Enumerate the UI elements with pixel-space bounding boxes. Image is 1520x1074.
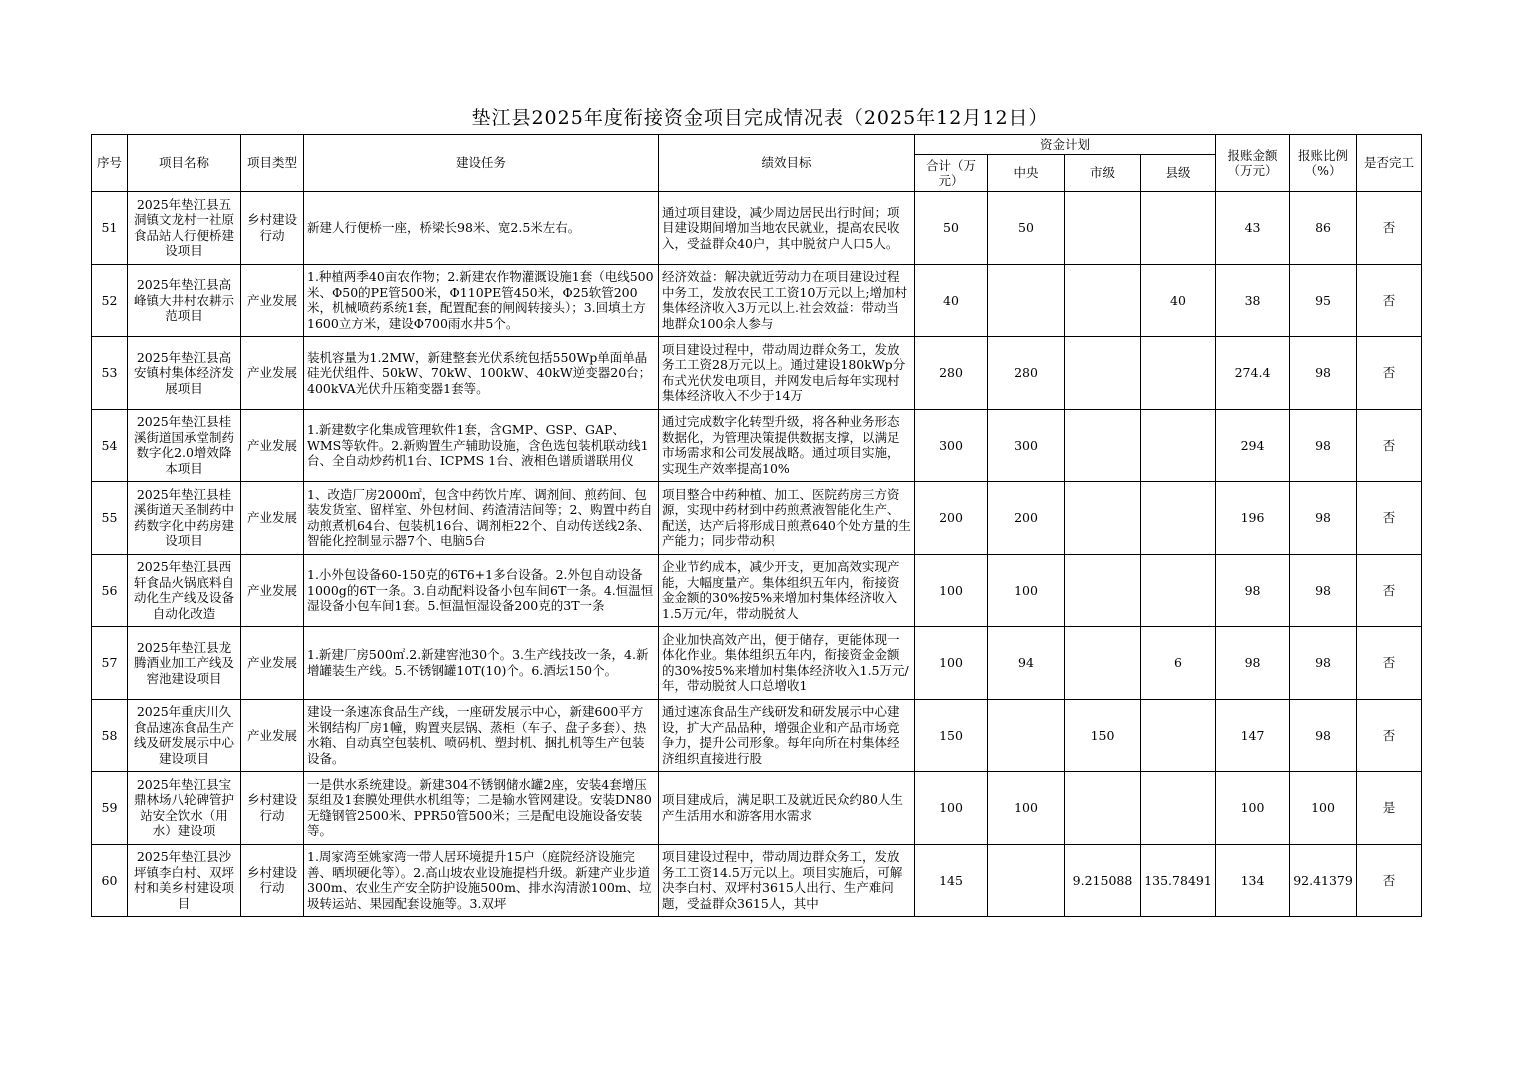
cell-county [1141, 337, 1216, 410]
cell-goal [659, 337, 915, 410]
cell-task [304, 627, 659, 700]
cell-text: 项目建成后，满足职工及就近民众约80人生产生活用水和游客用水需求 [662, 792, 903, 823]
cell-ratio: 98 [1290, 554, 1357, 627]
cell-text: 1.种植两季40亩农作物；2.新建农作物灌溉设施1套（电线500米、Φ50的PE管500米，Φ110PE管450米，Φ25软管200米，机械喷药系统1套，配置配套的闸阀转接头）；3.回填土方1600立方米，建设Φ700雨水井5个。 [307, 269, 654, 331]
cell-city [1065, 264, 1141, 337]
cell-total: 40 [915, 264, 988, 337]
cell-type [241, 844, 304, 917]
cell-central: 280 [988, 337, 1065, 410]
header-name: 项目名称 [128, 135, 241, 192]
cell-text: 2025年垫江县桂溪街道天圣制药中药数字化中药房建设项目 [133, 486, 234, 549]
table-row [92, 844, 1422, 917]
cell-ratio: 98 [1290, 482, 1357, 555]
cell-name [128, 482, 241, 555]
cell-goal [659, 482, 915, 555]
cell-task [304, 264, 659, 337]
header-city: 市级 [1065, 155, 1141, 192]
header-reimb-ratio: 报账比例（%） [1290, 135, 1357, 192]
cell-done: 是 [1357, 772, 1422, 845]
cell-goal [659, 699, 915, 772]
cell-total: 50 [915, 192, 988, 265]
header-type: 项目类型 [241, 135, 304, 192]
cell-city [1065, 482, 1141, 555]
cell-text: 企业节约成本，减少开支，更加高效实现产能，大幅度量产。集体组织五年内，衔接资金金额的30%按5%来增加村集体经济收入1.5万元/年，带动脱贫人 [662, 559, 900, 621]
table-row [92, 337, 1422, 410]
table-row [92, 699, 1422, 772]
cell-type [241, 699, 304, 772]
cell-type [241, 627, 304, 700]
table-row [92, 554, 1422, 627]
cell-ratio: 98 [1290, 409, 1357, 482]
cell-text: 乡村建设行动 [246, 792, 297, 823]
cell-total: 200 [915, 482, 988, 555]
cell-task [304, 409, 659, 482]
cell-ratio: 98 [1290, 627, 1357, 700]
cell-ratio: 86 [1290, 192, 1357, 265]
cell-name [128, 554, 241, 627]
cell-text: 经济效益：解决就近劳动力在项目建设过程中务工，发放农民工工资10万元以上;增加村集体经济收入3万元以上.社会效益：带动当地群众100余人参与 [662, 269, 908, 331]
cell-task [304, 699, 659, 772]
page-title: 垫江县2025年度衔接资金项目完成情况表（2025年12月12日） [471, 107, 1049, 129]
cell-total: 145 [915, 844, 988, 917]
cell-city [1065, 192, 1141, 265]
cell-text: 2025年垫江县宝鼎林场八轮碑管护站安全饮水（用水）建设项 [133, 776, 234, 839]
cell-total: 100 [915, 627, 988, 700]
cell-text: 2025年垫江县龙腾酒业加工产线及窖池建设项目 [133, 639, 234, 686]
cell-seq: 57 [92, 627, 128, 700]
cell-done: 否 [1357, 409, 1422, 482]
cell-ratio: 95 [1290, 264, 1357, 337]
cell-done: 否 [1357, 482, 1422, 555]
cell-name [128, 772, 241, 845]
cell-central: 300 [988, 409, 1065, 482]
cell-goal [659, 554, 915, 627]
cell-text: 产业发展 [246, 292, 297, 308]
cell-seq: 53 [92, 337, 128, 410]
cell-name [128, 192, 241, 265]
cell-text: 2025年垫江县高峰镇大井村农耕示范项目 [133, 277, 234, 323]
cell-task [304, 482, 659, 555]
cell-total: 150 [915, 699, 988, 772]
cell-type [241, 409, 304, 482]
cell-text: 2025年重庆川久食品速冻食品生产线及研发展示中心建设项目 [133, 704, 234, 766]
cell-text: 产业发展 [246, 655, 297, 670]
cell-city [1065, 627, 1141, 700]
header-goal: 绩效目标 [659, 135, 915, 192]
cell-name [128, 409, 241, 482]
cell-central: 50 [988, 192, 1065, 265]
cell-text: 产业发展 [246, 582, 297, 598]
cell-amount: 147 [1216, 699, 1290, 772]
cell-central [988, 264, 1065, 337]
cell-central [988, 699, 1065, 772]
cell-text: 1.新建厂房500㎡.2.新建窖池30个。3.生产线技改一条，4.新增罐装生产线。5.不锈钢罐10T(10)个。6.酒坛150个。 [307, 647, 649, 678]
header-task: 建设任务 [304, 135, 659, 192]
cell-text: 产业发展 [246, 365, 297, 380]
cell-task [304, 337, 659, 410]
cell-seq: 60 [92, 844, 128, 917]
header-fund-plan: 资金计划 [915, 135, 1216, 155]
cell-total: 100 [915, 554, 988, 627]
header-done: 是否完工 [1357, 135, 1422, 192]
cell-type [241, 554, 304, 627]
cell-seq: 52 [92, 264, 128, 337]
cell-name [128, 627, 241, 700]
cell-text: 产业发展 [246, 727, 297, 743]
cell-amount: 98 [1216, 554, 1290, 627]
table-row [92, 482, 1422, 555]
cell-text: 通过完成数字化转型升级，将各种业务形态数据化，为管理决策提供数据支撑，以满足市场需求和公司发展战略。通过项目实施，实现生产效率提高10% [662, 414, 900, 476]
cell-central: 94 [988, 627, 1065, 700]
cell-type [241, 482, 304, 555]
cell-text: 乡村建设行动 [246, 212, 297, 243]
header-seq: 序号 [92, 135, 128, 192]
cell-text: 2025年垫江县高安镇村集体经济发展项目 [133, 349, 234, 396]
cell-task [304, 772, 659, 845]
cell-goal [659, 772, 915, 845]
cell-text: 1.周家湾至姚家湾一带人居环境提升15户（庭院经济设施完善、晒坝硬化等）。2.高山坡农业设施提档升级。新建产业步道300m、农业生产安全防护设施500m、排水沟清淤100m、垃圾转运站、果园配套设施等。3.双坪 [307, 849, 652, 911]
cell-city [1065, 409, 1141, 482]
cell-ratio: 98 [1290, 699, 1357, 772]
cell-text: 装机容量为1.2MW，新建整套光伏系统包括550Wp单面单晶硅光伏组件、50kW、70kW、100kW、40kW逆变器20台；400kVA光伏升压箱变器1套等。 [307, 349, 652, 396]
cell-task [304, 554, 659, 627]
table-row [92, 264, 1422, 337]
cell-county: 6 [1141, 627, 1216, 700]
cell-type [241, 264, 304, 337]
cell-type [241, 192, 304, 265]
cell-central: 100 [988, 554, 1065, 627]
cell-text: 通过项目建设，减少周边居民出行时间；项目建设期间增加当地农民就业，提高农民收入，受益群众40户，其中脱贫户人口5人。 [662, 204, 900, 251]
cell-text: 乡村建设行动 [246, 864, 297, 896]
cell-text: 2025年垫江县西轩食品火锅底料自动化生产线及设备自动化改造 [133, 559, 234, 621]
cell-task [304, 844, 659, 917]
cell-seq: 54 [92, 409, 128, 482]
cell-county: 40 [1141, 264, 1216, 337]
cell-text: 项目建设过程中，带动周边群众务工，发放务工工资28万元以上。通过建设180kWp分布式光伏发电项目，并网发电后每年实现村集体经济收入不少于14万 [662, 341, 906, 404]
cell-total: 300 [915, 409, 988, 482]
cell-county [1141, 699, 1216, 772]
cell-done: 否 [1357, 554, 1422, 627]
cell-amount: 134 [1216, 844, 1290, 917]
cell-text: 新建人行便桥一座，桥梁长98米、宽2.5米左右。 [307, 220, 581, 235]
cell-seq: 51 [92, 192, 128, 265]
cell-central: 100 [988, 772, 1065, 845]
cell-county [1141, 554, 1216, 627]
cell-amount: 43 [1216, 192, 1290, 265]
cell-goal [659, 192, 915, 265]
cell-amount: 196 [1216, 482, 1290, 555]
cell-city: 150 [1065, 699, 1141, 772]
cell-text: 1.新建数字化集成管理软件1套，含GMP、GSP、GAP、WMS等软件。2.新购置生产辅助设施，含色选包装机联动线1台、全自动炒药机1台、ICPMS 1台、液相色谱质谱联用仪 [307, 422, 649, 468]
cell-seq: 59 [92, 772, 128, 845]
header-total: 合计（万元） [915, 155, 988, 192]
cell-city [1065, 772, 1141, 845]
cell-total: 280 [915, 337, 988, 410]
cell-text: 项目整合中药种植、加工、医院药房三方资源，实现中药材到中药煎煮液智能化生产、配送，达产后将形成日煎煮640个处方量的生产能力；同步带动积 [662, 486, 911, 549]
cell-text: 建设一条速冻食品生产线，一座研发展示中心，新建600平方米钢结构厂房1幢，购置夹层锅、蒸柜（车子、盘子多套）、热水箱、自动真空包装机、喷码机、塑封机、捆扎机等生产包装设备。 [307, 704, 647, 766]
cell-amount: 294 [1216, 409, 1290, 482]
cell-name [128, 844, 241, 917]
cell-task [304, 192, 659, 265]
cell-goal [659, 627, 915, 700]
project-table [91, 134, 1422, 917]
cell-text: 1.小外包设备60-150克的6T6+1多台设备。2.外包自动设备1000g的6T一条。3.自动配料设备小包车间6T一条。4.恒温恒湿设备小包车间1套。5.恒温恒湿设备200克的3T一条 [307, 567, 654, 613]
cell-county [1141, 192, 1216, 265]
cell-text: 产业发展 [246, 510, 297, 525]
cell-done: 否 [1357, 844, 1422, 917]
cell-name [128, 337, 241, 410]
cell-text: 2025年垫江县桂溪街道国承堂制药数字化2.0增效降本项目 [133, 414, 234, 476]
cell-county [1141, 409, 1216, 482]
table-row [92, 772, 1422, 845]
cell-goal [659, 844, 915, 917]
cell-goal [659, 264, 915, 337]
cell-text: 2025年垫江县沙坪镇李白村、双坪村和美乡村建设项目 [133, 849, 234, 911]
cell-done: 否 [1357, 337, 1422, 410]
cell-goal [659, 409, 915, 482]
cell-type [241, 337, 304, 410]
cell-county: 135.78491 [1141, 844, 1216, 917]
table-row [92, 627, 1422, 700]
cell-text: 产业发展 [246, 437, 297, 453]
cell-text: 企业加快高效产出，便于储存，更能体现一体化作业。集体组织五年内，衔接资金金额的30%按5%来增加村集体经济收入1.5万元/年，带动脱贫人口总增收1 [662, 631, 909, 694]
cell-city [1065, 554, 1141, 627]
cell-done: 否 [1357, 699, 1422, 772]
cell-central: 200 [988, 482, 1065, 555]
cell-seq: 56 [92, 554, 128, 627]
cell-amount: 100 [1216, 772, 1290, 845]
cell-done: 否 [1357, 192, 1422, 265]
header-central: 中央 [988, 155, 1065, 192]
cell-amount: 98 [1216, 627, 1290, 700]
cell-text: 项目建设过程中，带动周边群众务工，发放务工工资14.5万元以上。项目实施后，可解决李白村、双坪村3615人出行、生产难问题，受益群众3615人，其中 [662, 849, 903, 911]
table-row [92, 409, 1422, 482]
cell-amount: 274.4 [1216, 337, 1290, 410]
cell-type [241, 772, 304, 845]
cell-text: 通过速冻食品生产线研发和研发展示中心建设，扩大产品品种，增强企业和产品市场竞争力，提升公司形象。每年向所在村集体经济组织直接进行股 [662, 704, 900, 766]
cell-text: 一是供水系统建设。新建304不锈钢储水罐2座，安装4套增压泵组及1套膜处理供水机组等；二是输水管网建设。安装DN80无缝钢管2500米、PPR50管500米；三是配电设施设备安装等。 [307, 776, 652, 839]
cell-amount: 38 [1216, 264, 1290, 337]
cell-text: 2025年垫江县五洞镇文龙村一社原食品站人行便桥建设项目 [133, 196, 234, 259]
cell-city: 9.215088 [1065, 844, 1141, 917]
cell-done: 否 [1357, 627, 1422, 700]
cell-done: 否 [1357, 264, 1422, 337]
cell-ratio: 98 [1290, 337, 1357, 410]
cell-total: 100 [915, 772, 988, 845]
cell-county [1141, 482, 1216, 555]
cell-central [988, 844, 1065, 917]
table-row [92, 192, 1422, 265]
cell-ratio: 100 [1290, 772, 1357, 845]
cell-name [128, 699, 241, 772]
cell-ratio: 92.41379 [1290, 844, 1357, 917]
cell-name [128, 264, 241, 337]
cell-seq: 58 [92, 699, 128, 772]
header-county: 县级 [1141, 155, 1216, 192]
cell-seq: 55 [92, 482, 128, 555]
cell-text: 1、改造厂房2000㎡，包含中药饮片库、调剂间、煎药间、包装发货室、留样室、外包材间、药渣清洁间等；2、购置中药自动煎煮机64台、包装机16台、调剂柜22个、自动传送线2条、智能化控制显示器7个、电脑5台 [307, 486, 653, 549]
cell-city [1065, 337, 1141, 410]
cell-county [1141, 772, 1216, 845]
header-reimb-amount: 报账金额（万元） [1216, 135, 1290, 192]
